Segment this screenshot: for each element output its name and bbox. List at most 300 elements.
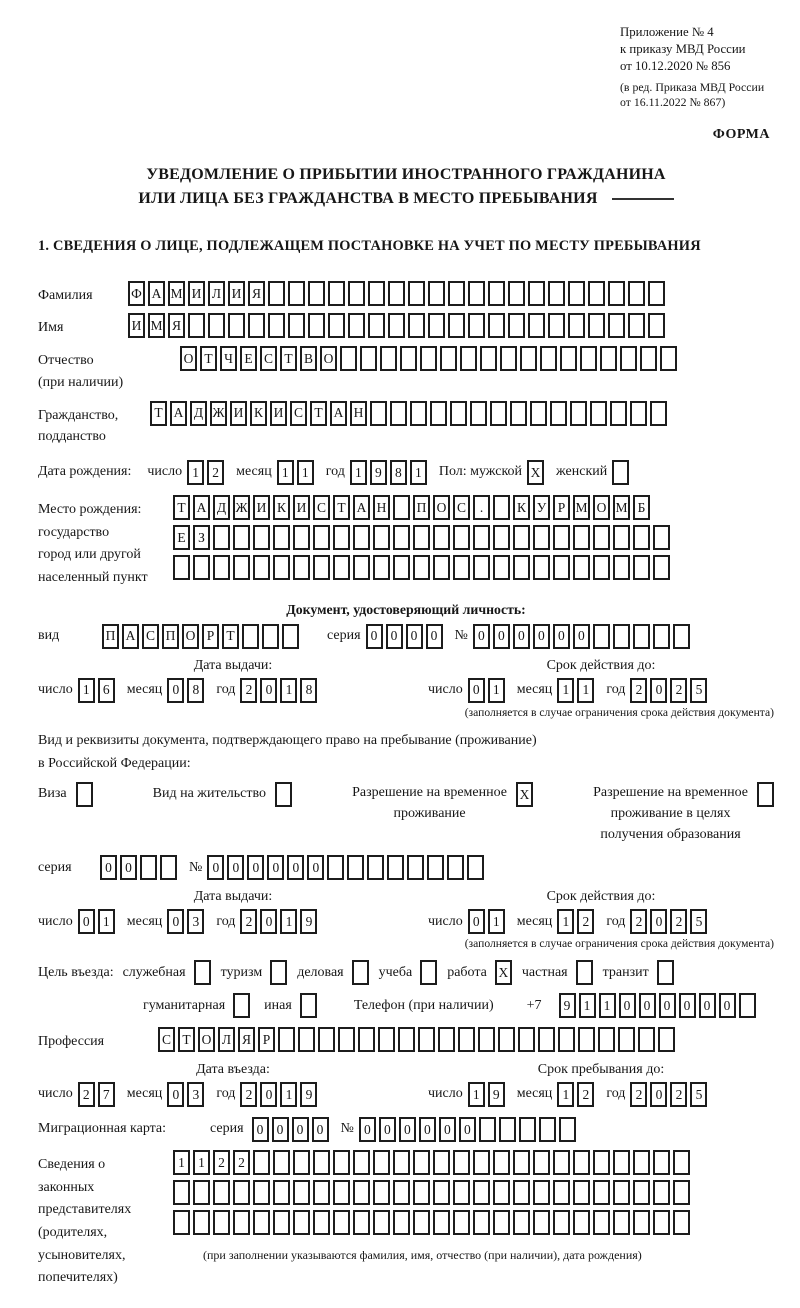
char-cell[interactable]: 1 — [280, 1082, 297, 1107]
char-cell[interactable] — [448, 313, 465, 338]
char-cell[interactable] — [553, 555, 570, 580]
char-cell[interactable] — [493, 495, 510, 520]
char-cell[interactable] — [458, 1027, 475, 1052]
char-cell[interactable] — [298, 1027, 315, 1052]
char-cell[interactable]: 9 — [488, 1082, 505, 1107]
char-cell[interactable]: 2 — [577, 1082, 594, 1107]
char-cell[interactable]: 0 — [650, 678, 667, 703]
char-cell[interactable] — [673, 1180, 690, 1205]
char-cell[interactable] — [293, 1150, 310, 1175]
char-cell[interactable] — [348, 313, 365, 338]
char-cell[interactable]: А — [330, 401, 347, 426]
char-cell[interactable] — [373, 1210, 390, 1235]
char-cell[interactable]: И — [128, 313, 145, 338]
option-checkbox[interactable] — [300, 993, 317, 1018]
char-cell[interactable]: 0 — [307, 855, 324, 880]
char-cell[interactable] — [253, 1210, 270, 1235]
char-cell[interactable]: И — [230, 401, 247, 426]
char-cell[interactable] — [313, 1180, 330, 1205]
char-cell[interactable] — [568, 313, 585, 338]
char-cell[interactable] — [450, 401, 467, 426]
char-cell[interactable] — [513, 1210, 530, 1235]
char-cell[interactable] — [638, 1027, 655, 1052]
residence-permit-checkbox[interactable] — [275, 782, 292, 807]
char-cell[interactable]: 0 — [679, 993, 696, 1018]
char-cell[interactable] — [233, 525, 250, 550]
char-cell[interactable]: 1 — [297, 460, 314, 485]
char-cell[interactable]: М — [168, 281, 185, 306]
char-cell[interactable]: С — [260, 346, 277, 371]
char-cell[interactable] — [533, 1180, 550, 1205]
char-cell[interactable] — [510, 401, 527, 426]
char-cell[interactable] — [273, 1210, 290, 1235]
char-cell[interactable] — [388, 313, 405, 338]
char-cell[interactable]: Т — [333, 495, 350, 520]
char-cell[interactable]: А — [122, 624, 139, 649]
char-cell[interactable] — [140, 855, 157, 880]
char-cell[interactable]: П — [102, 624, 119, 649]
char-cell[interactable]: О — [182, 624, 199, 649]
char-cell[interactable]: 1 — [599, 993, 616, 1018]
char-cell[interactable]: О — [180, 346, 197, 371]
char-cell[interactable] — [368, 281, 385, 306]
char-cell[interactable] — [393, 1210, 410, 1235]
char-cell[interactable]: О — [198, 1027, 215, 1052]
char-cell[interactable] — [333, 555, 350, 580]
char-cell[interactable] — [588, 313, 605, 338]
option-checkbox[interactable]: X — [495, 960, 512, 985]
char-cell[interactable] — [553, 1180, 570, 1205]
char-cell[interactable]: 0 — [260, 1082, 277, 1107]
char-cell[interactable] — [433, 1180, 450, 1205]
char-cell[interactable] — [468, 313, 485, 338]
char-cell[interactable]: 2 — [240, 678, 257, 703]
char-cell[interactable]: 2 — [670, 909, 687, 934]
char-cell[interactable]: 2 — [670, 1082, 687, 1107]
char-cell[interactable] — [648, 313, 665, 338]
char-cell[interactable] — [473, 1150, 490, 1175]
char-cell[interactable]: 1 — [557, 909, 574, 934]
char-cell[interactable] — [528, 281, 545, 306]
char-cell[interactable] — [488, 313, 505, 338]
char-cell[interactable] — [213, 525, 230, 550]
char-cell[interactable]: 0 — [650, 909, 667, 934]
char-cell[interactable] — [653, 1210, 670, 1235]
char-cell[interactable] — [333, 1210, 350, 1235]
char-cell[interactable] — [613, 1150, 630, 1175]
char-cell[interactable] — [213, 555, 230, 580]
char-cell[interactable] — [373, 1180, 390, 1205]
char-cell[interactable] — [539, 1117, 556, 1142]
char-cell[interactable] — [493, 1210, 510, 1235]
char-cell[interactable]: . — [473, 495, 490, 520]
char-cell[interactable] — [633, 1150, 650, 1175]
char-cell[interactable] — [428, 313, 445, 338]
char-cell[interactable] — [633, 555, 650, 580]
char-cell[interactable]: К — [513, 495, 530, 520]
char-cell[interactable]: 8 — [300, 678, 317, 703]
char-cell[interactable] — [613, 525, 630, 550]
char-cell[interactable] — [633, 1210, 650, 1235]
char-cell[interactable] — [433, 555, 450, 580]
char-cell[interactable] — [473, 555, 490, 580]
char-cell[interactable]: М — [613, 495, 630, 520]
char-cell[interactable] — [393, 1180, 410, 1205]
char-cell[interactable] — [430, 401, 447, 426]
char-cell[interactable] — [253, 555, 270, 580]
char-cell[interactable] — [428, 281, 445, 306]
char-cell[interactable] — [373, 525, 390, 550]
option-checkbox[interactable] — [657, 960, 674, 985]
char-cell[interactable]: 0 — [533, 624, 550, 649]
char-cell[interactable]: 0 — [207, 855, 224, 880]
char-cell[interactable]: А — [148, 281, 165, 306]
option-checkbox[interactable] — [270, 960, 287, 985]
char-cell[interactable] — [479, 1117, 496, 1142]
char-cell[interactable] — [533, 555, 550, 580]
char-cell[interactable] — [498, 1027, 515, 1052]
char-cell[interactable] — [318, 1027, 335, 1052]
char-cell[interactable] — [520, 346, 537, 371]
char-cell[interactable] — [418, 1027, 435, 1052]
char-cell[interactable]: 0 — [252, 1117, 269, 1142]
char-cell[interactable] — [513, 1150, 530, 1175]
char-cell[interactable]: Ч — [220, 346, 237, 371]
char-cell[interactable] — [253, 1180, 270, 1205]
char-cell[interactable]: М — [573, 495, 590, 520]
char-cell[interactable] — [193, 1210, 210, 1235]
char-cell[interactable] — [347, 855, 364, 880]
char-cell[interactable] — [282, 624, 299, 649]
char-cell[interactable] — [573, 1180, 590, 1205]
char-cell[interactable] — [493, 555, 510, 580]
char-cell[interactable] — [293, 1180, 310, 1205]
char-cell[interactable] — [613, 1210, 630, 1235]
char-cell[interactable] — [233, 1210, 250, 1235]
char-cell[interactable]: 0 — [167, 909, 184, 934]
char-cell[interactable] — [328, 281, 345, 306]
char-cell[interactable]: 0 — [719, 993, 736, 1018]
char-cell[interactable]: 0 — [227, 855, 244, 880]
char-cell[interactable] — [558, 1027, 575, 1052]
char-cell[interactable]: О — [593, 495, 610, 520]
char-cell[interactable] — [519, 1117, 536, 1142]
char-cell[interactable] — [453, 1210, 470, 1235]
char-cell[interactable] — [613, 555, 630, 580]
char-cell[interactable]: 1 — [277, 460, 294, 485]
char-cell[interactable]: С — [313, 495, 330, 520]
char-cell[interactable] — [358, 1027, 375, 1052]
char-cell[interactable] — [253, 1150, 270, 1175]
char-cell[interactable]: А — [170, 401, 187, 426]
sex-female-checkbox[interactable] — [612, 460, 629, 485]
char-cell[interactable] — [478, 1027, 495, 1052]
char-cell[interactable]: 1 — [280, 678, 297, 703]
char-cell[interactable] — [413, 1210, 430, 1235]
char-cell[interactable]: 0 — [459, 1117, 476, 1142]
char-cell[interactable] — [408, 281, 425, 306]
char-cell[interactable]: 2 — [207, 460, 224, 485]
char-cell[interactable]: Я — [238, 1027, 255, 1052]
char-cell[interactable]: 1 — [173, 1150, 190, 1175]
char-cell[interactable] — [653, 624, 670, 649]
char-cell[interactable] — [508, 313, 525, 338]
char-cell[interactable] — [588, 281, 605, 306]
char-cell[interactable]: Е — [173, 525, 190, 550]
char-cell[interactable] — [533, 1210, 550, 1235]
char-cell[interactable]: 0 — [167, 678, 184, 703]
char-cell[interactable] — [353, 555, 370, 580]
char-cell[interactable]: 8 — [187, 678, 204, 703]
char-cell[interactable] — [650, 401, 667, 426]
char-cell[interactable] — [540, 346, 557, 371]
char-cell[interactable] — [553, 1150, 570, 1175]
char-cell[interactable]: 2 — [78, 1082, 95, 1107]
char-cell[interactable] — [488, 281, 505, 306]
sex-male-checkbox[interactable]: X — [527, 460, 544, 485]
char-cell[interactable]: 0 — [426, 624, 443, 649]
char-cell[interactable] — [262, 624, 279, 649]
char-cell[interactable] — [313, 1150, 330, 1175]
char-cell[interactable]: 1 — [557, 678, 574, 703]
char-cell[interactable] — [453, 525, 470, 550]
char-cell[interactable] — [468, 281, 485, 306]
char-cell[interactable] — [548, 313, 565, 338]
char-cell[interactable] — [327, 855, 344, 880]
char-cell[interactable]: А — [353, 495, 370, 520]
char-cell[interactable] — [613, 1180, 630, 1205]
char-cell[interactable]: К — [273, 495, 290, 520]
char-cell[interactable] — [553, 1210, 570, 1235]
char-cell[interactable] — [313, 525, 330, 550]
char-cell[interactable] — [160, 855, 177, 880]
char-cell[interactable]: П — [162, 624, 179, 649]
char-cell[interactable] — [453, 555, 470, 580]
char-cell[interactable]: 1 — [488, 909, 505, 934]
char-cell[interactable] — [513, 525, 530, 550]
char-cell[interactable]: О — [433, 495, 450, 520]
char-cell[interactable]: 1 — [557, 1082, 574, 1107]
char-cell[interactable] — [438, 1027, 455, 1052]
char-cell[interactable] — [213, 1180, 230, 1205]
char-cell[interactable] — [448, 281, 465, 306]
char-cell[interactable]: 0 — [260, 678, 277, 703]
char-cell[interactable]: Т — [222, 624, 239, 649]
char-cell[interactable]: 2 — [240, 909, 257, 934]
char-cell[interactable] — [407, 855, 424, 880]
option-checkbox[interactable] — [233, 993, 250, 1018]
char-cell[interactable] — [293, 1210, 310, 1235]
char-cell[interactable] — [228, 313, 245, 338]
char-cell[interactable] — [630, 401, 647, 426]
char-cell[interactable] — [380, 346, 397, 371]
char-cell[interactable]: 0 — [699, 993, 716, 1018]
char-cell[interactable]: 8 — [390, 460, 407, 485]
char-cell[interactable] — [288, 281, 305, 306]
char-cell[interactable] — [353, 1180, 370, 1205]
char-cell[interactable]: 0 — [247, 855, 264, 880]
char-cell[interactable] — [413, 1150, 430, 1175]
char-cell[interactable]: 0 — [120, 855, 137, 880]
char-cell[interactable] — [640, 346, 657, 371]
char-cell[interactable] — [493, 1180, 510, 1205]
char-cell[interactable]: 0 — [379, 1117, 396, 1142]
char-cell[interactable] — [493, 1150, 510, 1175]
char-cell[interactable] — [490, 401, 507, 426]
char-cell[interactable] — [367, 855, 384, 880]
char-cell[interactable]: А — [193, 495, 210, 520]
char-cell[interactable] — [460, 346, 477, 371]
char-cell[interactable] — [313, 1210, 330, 1235]
char-cell[interactable] — [333, 525, 350, 550]
char-cell[interactable] — [538, 1027, 555, 1052]
char-cell[interactable] — [427, 855, 444, 880]
char-cell[interactable] — [467, 855, 484, 880]
char-cell[interactable]: 0 — [272, 1117, 289, 1142]
char-cell[interactable]: 0 — [287, 855, 304, 880]
char-cell[interactable] — [573, 555, 590, 580]
char-cell[interactable] — [628, 281, 645, 306]
char-cell[interactable] — [433, 1210, 450, 1235]
char-cell[interactable]: 1 — [193, 1150, 210, 1175]
option-checkbox[interactable] — [576, 960, 593, 985]
char-cell[interactable]: 2 — [233, 1150, 250, 1175]
char-cell[interactable]: 2 — [630, 1082, 647, 1107]
edu-permit-checkbox[interactable] — [757, 782, 774, 807]
char-cell[interactable]: Р — [553, 495, 570, 520]
char-cell[interactable] — [353, 525, 370, 550]
char-cell[interactable] — [480, 346, 497, 371]
char-cell[interactable] — [440, 346, 457, 371]
char-cell[interactable] — [353, 1150, 370, 1175]
char-cell[interactable]: Т — [280, 346, 297, 371]
char-cell[interactable] — [193, 1180, 210, 1205]
char-cell[interactable]: 1 — [280, 909, 297, 934]
char-cell[interactable] — [368, 313, 385, 338]
char-cell[interactable]: 0 — [419, 1117, 436, 1142]
char-cell[interactable] — [308, 313, 325, 338]
char-cell[interactable]: 0 — [439, 1117, 456, 1142]
char-cell[interactable]: 0 — [573, 624, 590, 649]
char-cell[interactable]: Т — [150, 401, 167, 426]
char-cell[interactable]: Л — [208, 281, 225, 306]
char-cell[interactable]: Я — [168, 313, 185, 338]
char-cell[interactable]: 2 — [577, 909, 594, 934]
char-cell[interactable] — [393, 1150, 410, 1175]
char-cell[interactable]: 5 — [690, 909, 707, 934]
char-cell[interactable]: 0 — [473, 624, 490, 649]
char-cell[interactable] — [473, 1180, 490, 1205]
char-cell[interactable] — [470, 401, 487, 426]
char-cell[interactable] — [593, 525, 610, 550]
char-cell[interactable]: М — [148, 313, 165, 338]
char-cell[interactable]: 1 — [98, 909, 115, 934]
char-cell[interactable] — [499, 1117, 516, 1142]
char-cell[interactable]: В — [300, 346, 317, 371]
char-cell[interactable] — [447, 855, 464, 880]
char-cell[interactable] — [233, 555, 250, 580]
char-cell[interactable]: 3 — [187, 909, 204, 934]
char-cell[interactable]: 2 — [630, 678, 647, 703]
char-cell[interactable]: Т — [173, 495, 190, 520]
char-cell[interactable] — [553, 525, 570, 550]
char-cell[interactable] — [173, 1180, 190, 1205]
char-cell[interactable] — [660, 346, 677, 371]
option-checkbox[interactable] — [420, 960, 437, 985]
char-cell[interactable]: 0 — [267, 855, 284, 880]
char-cell[interactable]: 2 — [213, 1150, 230, 1175]
char-cell[interactable] — [739, 993, 756, 1018]
char-cell[interactable]: 0 — [493, 624, 510, 649]
char-cell[interactable] — [242, 624, 259, 649]
char-cell[interactable] — [248, 313, 265, 338]
char-cell[interactable]: С — [158, 1027, 175, 1052]
char-cell[interactable] — [378, 1027, 395, 1052]
char-cell[interactable] — [173, 1210, 190, 1235]
char-cell[interactable] — [593, 1150, 610, 1175]
char-cell[interactable] — [413, 555, 430, 580]
char-cell[interactable]: 1 — [187, 460, 204, 485]
char-cell[interactable] — [600, 346, 617, 371]
char-cell[interactable] — [550, 401, 567, 426]
char-cell[interactable] — [413, 525, 430, 550]
char-cell[interactable] — [608, 281, 625, 306]
char-cell[interactable] — [408, 313, 425, 338]
char-cell[interactable] — [338, 1027, 355, 1052]
char-cell[interactable]: 1 — [488, 678, 505, 703]
char-cell[interactable] — [293, 525, 310, 550]
char-cell[interactable]: 0 — [359, 1117, 376, 1142]
char-cell[interactable]: Б — [633, 495, 650, 520]
char-cell[interactable]: 5 — [690, 1082, 707, 1107]
char-cell[interactable]: Е — [240, 346, 257, 371]
char-cell[interactable] — [578, 1027, 595, 1052]
char-cell[interactable] — [413, 1180, 430, 1205]
char-cell[interactable]: И — [253, 495, 270, 520]
char-cell[interactable] — [268, 281, 285, 306]
char-cell[interactable] — [568, 281, 585, 306]
char-cell[interactable]: 0 — [639, 993, 656, 1018]
char-cell[interactable] — [493, 525, 510, 550]
char-cell[interactable]: 9 — [370, 460, 387, 485]
char-cell[interactable] — [673, 1150, 690, 1175]
char-cell[interactable]: 0 — [260, 909, 277, 934]
char-cell[interactable] — [530, 401, 547, 426]
char-cell[interactable] — [533, 525, 550, 550]
char-cell[interactable] — [633, 1180, 650, 1205]
char-cell[interactable]: 0 — [513, 624, 530, 649]
char-cell[interactable]: 0 — [659, 993, 676, 1018]
char-cell[interactable]: 0 — [553, 624, 570, 649]
char-cell[interactable]: 0 — [650, 1082, 667, 1107]
char-cell[interactable] — [348, 281, 365, 306]
char-cell[interactable]: Ф — [128, 281, 145, 306]
char-cell[interactable]: С — [290, 401, 307, 426]
char-cell[interactable]: У — [533, 495, 550, 520]
char-cell[interactable]: 0 — [167, 1082, 184, 1107]
char-cell[interactable]: 0 — [366, 624, 383, 649]
char-cell[interactable] — [673, 1210, 690, 1235]
char-cell[interactable] — [573, 525, 590, 550]
char-cell[interactable] — [398, 1027, 415, 1052]
char-cell[interactable] — [388, 281, 405, 306]
char-cell[interactable] — [393, 555, 410, 580]
char-cell[interactable]: Д — [190, 401, 207, 426]
char-cell[interactable] — [613, 624, 630, 649]
char-cell[interactable]: И — [270, 401, 287, 426]
char-cell[interactable] — [610, 401, 627, 426]
option-checkbox[interactable] — [352, 960, 369, 985]
